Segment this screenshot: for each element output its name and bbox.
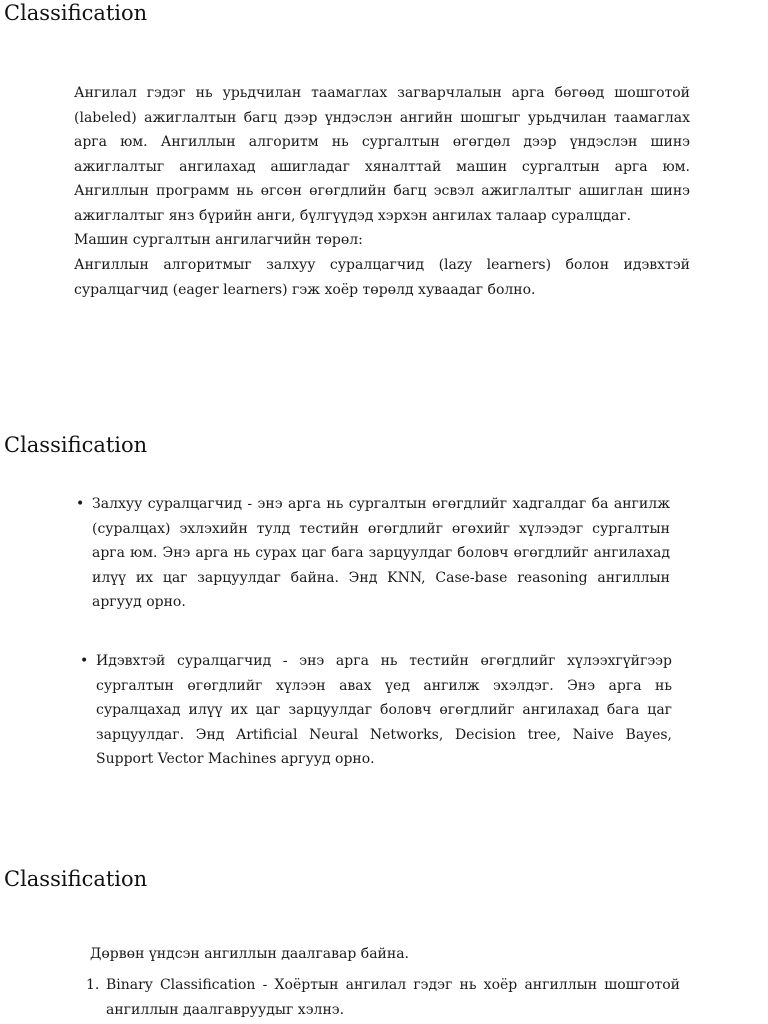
intro-paragraph: Ангилал гэдэг нь урьдчилан таамаглах загварчлалын арга бөгөөд шошготой (labeled) ажиглалтын багц дээр үндэслэн ангийн шошгыг урьдчилан таамаглах арга юм. Ангиллын алгоритм нь сургалтын өгөгдөл дээр үндэслэн шинэ ажиглалтыг ангилахад ашигладаг хяналттай машин сургалтын арга юм. Ангиллын программ нь өгсөн өгөгдлийн багц эсвэл ажиглалтыг ашиглан шинэ ажиглалтыг янз бүрийн анги, бүлгүүдэд хэрхэн ангилах талаар суралцдаг. — [74, 85, 690, 224]
bullet-item-eager-learners: Идэвхтэй суралцагчид - энэ арга нь тестийн өгөгдлийг хүлээхгүйгээр сургалтын өгөгдлийг хүлээн авах үед ангилж эхэлдэг. Энэ арга нь суралцахад илүү их цаг зарцуулдаг боловч өгөгдлийг ангилахад бага цаг зарцуулдаг. Энд Artificial Neural Networks, Decision tree, Naive Bayes, Support Vector Machines аргууд орно. — [96, 653, 672, 767]
section-3 — [0, 866, 768, 1024]
tasks-intro: Дөрвөн үндсэн ангиллын даалгавар байна. — [90, 946, 410, 962]
list-number: 1. — [86, 977, 100, 993]
section-title: Classification — [4, 433, 148, 457]
section-1 — [0, 0, 768, 320]
bullet-marker: • — [76, 496, 85, 512]
section-2 — [0, 432, 768, 767]
subheading-text: Машин сургалтын ангилагчийн төрөл: — [74, 232, 363, 248]
section-title: Classification — [4, 1, 148, 25]
bullet-item-lazy-learners: Залхуу суралцагчид - энэ арга нь сургалтын өгөгдлийг хадгалдаг ба ангилж (суралцах) эхлэхийн тулд тестийн өгөгдлийг өгөхийг хүлээдэг сургалтын арга юм. Энэ арга нь сурах цаг бага зарцуулдаг боловч өгөгдлийг ангилахад илүү их цаг зарцуулдаг байна. Энд KNN, Case-base reasoning ангиллын аргууд орно. — [92, 496, 670, 610]
types-paragraph: Ангиллын алгоритмыг залхуу суралцагчид (lazy learners) болон идэвхтэй суралцагчид (eager learners) гэж хоёр төрөлд хуваадаг болно. — [74, 257, 690, 298]
numbered-item-binary-classification: Binary Classification - Хоёртын ангилал гэдэг нь хоёр ангиллын шошготой ангиллын даалгавруудыг хэлнэ. — [106, 977, 680, 1018]
section-title: Classification — [4, 867, 148, 891]
bullet-marker: • — [80, 653, 89, 669]
